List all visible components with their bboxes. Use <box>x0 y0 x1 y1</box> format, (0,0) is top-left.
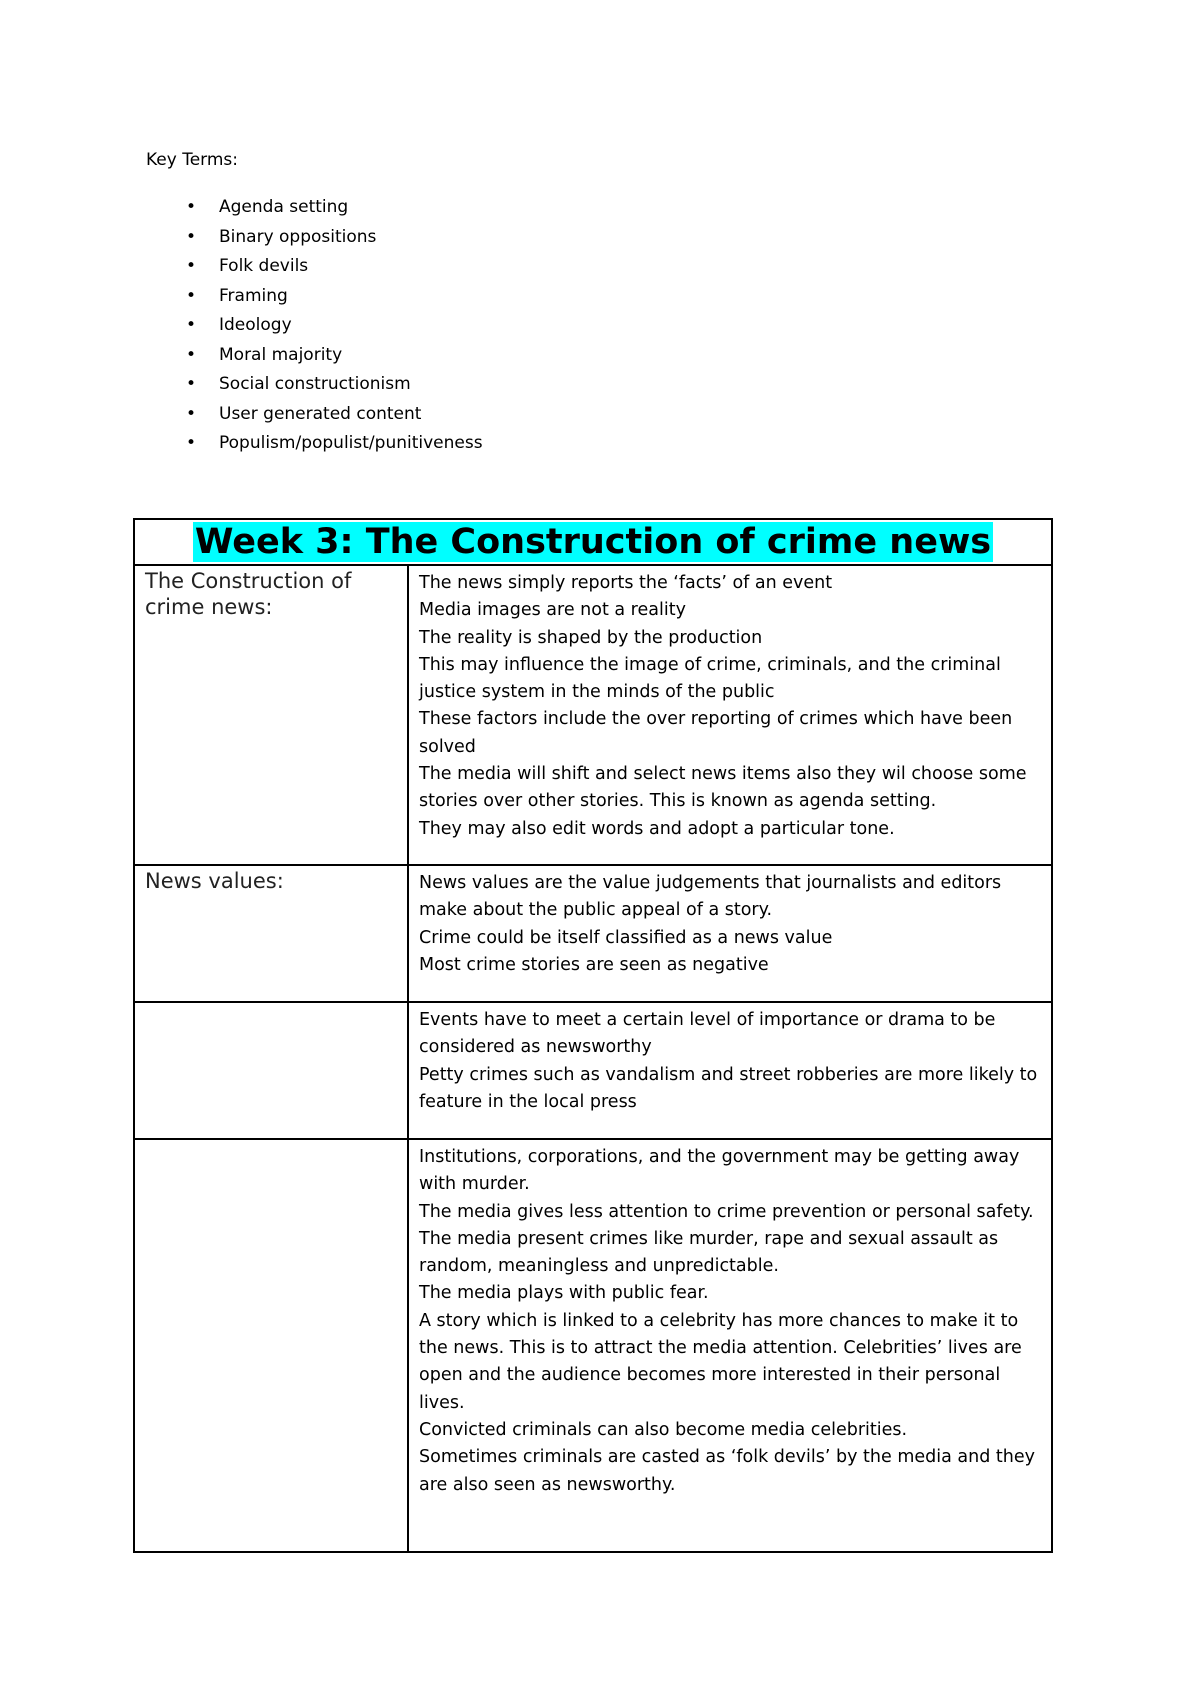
note-line: The media present crimes like murder, rape and sexual assault as random, meaningless and unpredictable. <box>419 1228 999 1277</box>
note-line: Crime could be itself classified as a news value <box>419 927 833 948</box>
note-line: The reality is shaped by the production <box>419 627 763 648</box>
list-item <box>146 252 483 282</box>
bullet-icon: • <box>186 433 197 453</box>
key-term-label: Social constructionism <box>219 374 411 394</box>
notes-table <box>133 518 1053 1553</box>
note-line: Institutions, corporations, and the government may be getting away with murder. <box>419 1147 1020 1195</box>
table-title-row <box>134 519 1052 565</box>
bullet-icon: • <box>186 226 197 247</box>
note-line: Petty crimes such as vandalism and street robberies are more likely to feature in the local press <box>419 1064 1038 1112</box>
table-row <box>134 1002 1052 1139</box>
table-title: Week 3: The Construction of crime news <box>194 522 992 562</box>
list-item <box>146 282 483 312</box>
bullet-icon: • <box>186 344 197 365</box>
note-line: Sometimes criminals are casted as ‘folk devils’ by the media and they are also seen as newsworthy. <box>419 1447 1035 1495</box>
note-line: Media images are not a reality <box>419 600 686 621</box>
row-content <box>408 865 1052 1002</box>
list-item <box>146 223 483 253</box>
key-term-label: User generated content <box>219 403 422 424</box>
row-label <box>134 1002 408 1139</box>
note-line: Convicted criminals can also become media celebrities. <box>419 1419 908 1440</box>
note-line: News values are the value judgements that journalists and editors make about the public appeal of a story. <box>419 873 1002 921</box>
row-label <box>134 1139 408 1552</box>
table-row <box>134 565 1052 865</box>
bullet-icon: • <box>186 374 197 394</box>
table-title-cell <box>134 519 1052 565</box>
list-item <box>146 341 483 371</box>
key-term-label: Agenda setting <box>219 197 349 217</box>
bullet-icon: • <box>186 197 197 217</box>
list-item <box>146 193 483 223</box>
note-line: A story which is linked to a celebrity has more chances to make it to the news. This is to attract the media attention. Celebrities’ lives are open and the audience becomes more interested in their personal lives. <box>419 1310 1022 1413</box>
list-item <box>146 429 483 459</box>
key-term-label: Folk devils <box>219 256 309 276</box>
list-item <box>146 370 483 400</box>
note-line: They may also edit words and adopt a particular tone. <box>419 818 895 839</box>
key-terms-list <box>146 193 483 459</box>
row-label: News values: <box>134 865 408 1002</box>
note-line: The media plays with public fear. <box>419 1283 709 1304</box>
bullet-icon: • <box>186 285 197 306</box>
row-content <box>408 1139 1052 1552</box>
note-line: Most crime stories are seen as negative <box>419 954 769 975</box>
note-line: These factors include the over reporting of crimes which have been solved <box>419 709 1013 757</box>
note-line: The news simply reports the ‘facts’ of an event <box>419 573 833 593</box>
list-item <box>146 400 483 430</box>
bullet-icon: • <box>186 256 197 276</box>
key-term-label: Binary oppositions <box>219 226 377 247</box>
note-line: Events have to meet a certain level of importance or drama to be considered as newsworthy <box>419 1010 996 1058</box>
bullet-icon: • <box>186 403 197 424</box>
note-line: This may influence the image of crime, criminals, and the criminal justice system in the minds of the public <box>419 654 1001 703</box>
key-term-label: Framing <box>219 285 288 306</box>
bullet-icon: • <box>186 315 197 335</box>
key-term-label: Populism/populist/punitiveness <box>219 433 483 453</box>
note-line: The media gives less attention to crime prevention or personal safety. <box>419 1201 1034 1222</box>
key-term-label: Ideology <box>219 315 292 335</box>
list-item <box>146 311 483 341</box>
row-label: The Construction of crime news: <box>134 565 408 865</box>
key-terms-heading: Key Terms: <box>146 150 239 170</box>
row-content <box>408 565 1052 865</box>
table-row <box>134 1139 1052 1552</box>
key-term-label: Moral majority <box>219 344 343 365</box>
table-row <box>134 865 1052 1002</box>
row-content <box>408 1002 1052 1139</box>
note-line: The media will shift and select news items also they wil choose some stories over other stories. This is known as agenda setting. <box>419 764 1027 812</box>
